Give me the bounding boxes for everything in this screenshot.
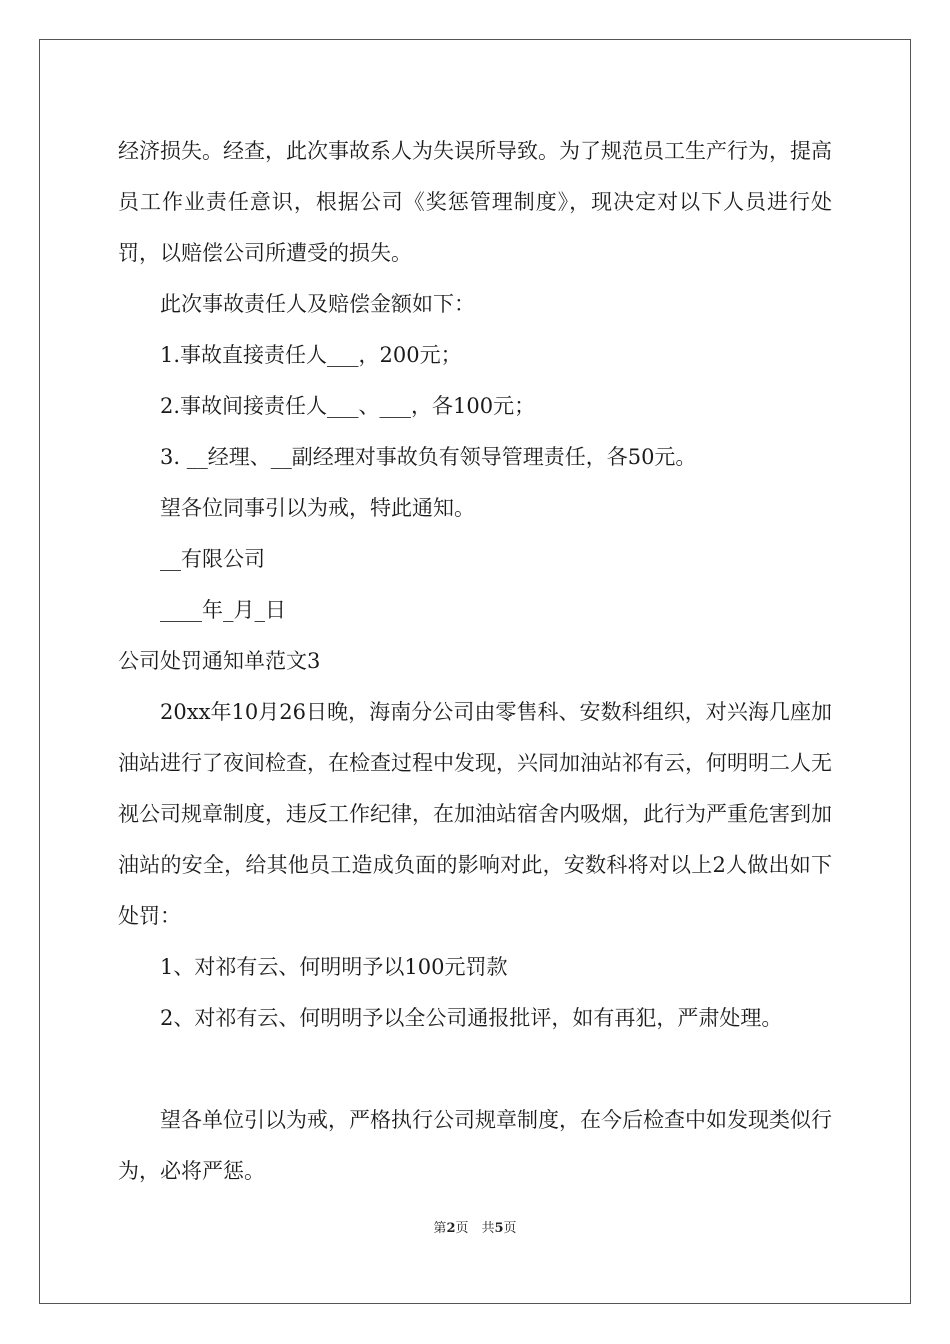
page-footer [0, 1217, 950, 1236]
paragraph-loss-decision: 经济损失。经查，此次事故系人为失误所导致。为了规范员工生产行为，提高员工作业责任意识，根据公司《奖惩管理制度》，现决定对以下人员进行处罚，以赔偿公司所遭受的损失。 [118, 139, 832, 265]
page-current: 2 [446, 1221, 456, 1236]
company-signature: __有限公司 [160, 547, 265, 571]
list-item-criticism: 2、对祁有云、何明明予以全公司通报批评，如有再犯，严肃处理。 [160, 1006, 783, 1030]
page-mid: 页 共 [455, 1221, 495, 1236]
paragraph-responsible-intro: 此次事故责任人及赔偿金额如下： [160, 292, 475, 316]
paragraph-inspection: 20xx年10月26日晚，海南分公司由零售科、安数科组织，对兴海几座加油站进行了夜间检查，在检查过程中发现，兴同加油站祁有云，何明明二人无视公司规章制度，违反工作纪律，在加油站宿舍内吸烟，此行为严重危害到加油站的安全，给其他员工造成负面的影响对此，安数科将对以上2人做出如下处罚： [118, 700, 832, 928]
page-suffix: 页 [503, 1221, 517, 1236]
paragraph-closing: 望各单位引以为戒，严格执行公司规章制度，在今后检查中如发现类似行为，必将严惩。 [118, 1108, 832, 1183]
list-item-management-responsible: 3. __经理、__副经理对事故负有领导管理责任，各50元。 [160, 445, 697, 469]
date-line: ____年_月_日 [160, 598, 286, 622]
paragraph-warning: 望各位同事引以为戒，特此通知。 [160, 496, 475, 520]
list-item-indirect-responsible: 2.事故间接责任人___、___，各100元； [160, 394, 536, 418]
page-prefix: 第 [433, 1221, 447, 1236]
list-item-fine: 1、对祁有云、何明明予以100元罚款 [160, 955, 508, 979]
list-item-direct-responsible: 1.事故直接责任人___，200元； [160, 343, 462, 367]
page-total: 5 [494, 1221, 504, 1236]
section-heading: 公司处罚通知单范文3 [118, 649, 321, 673]
